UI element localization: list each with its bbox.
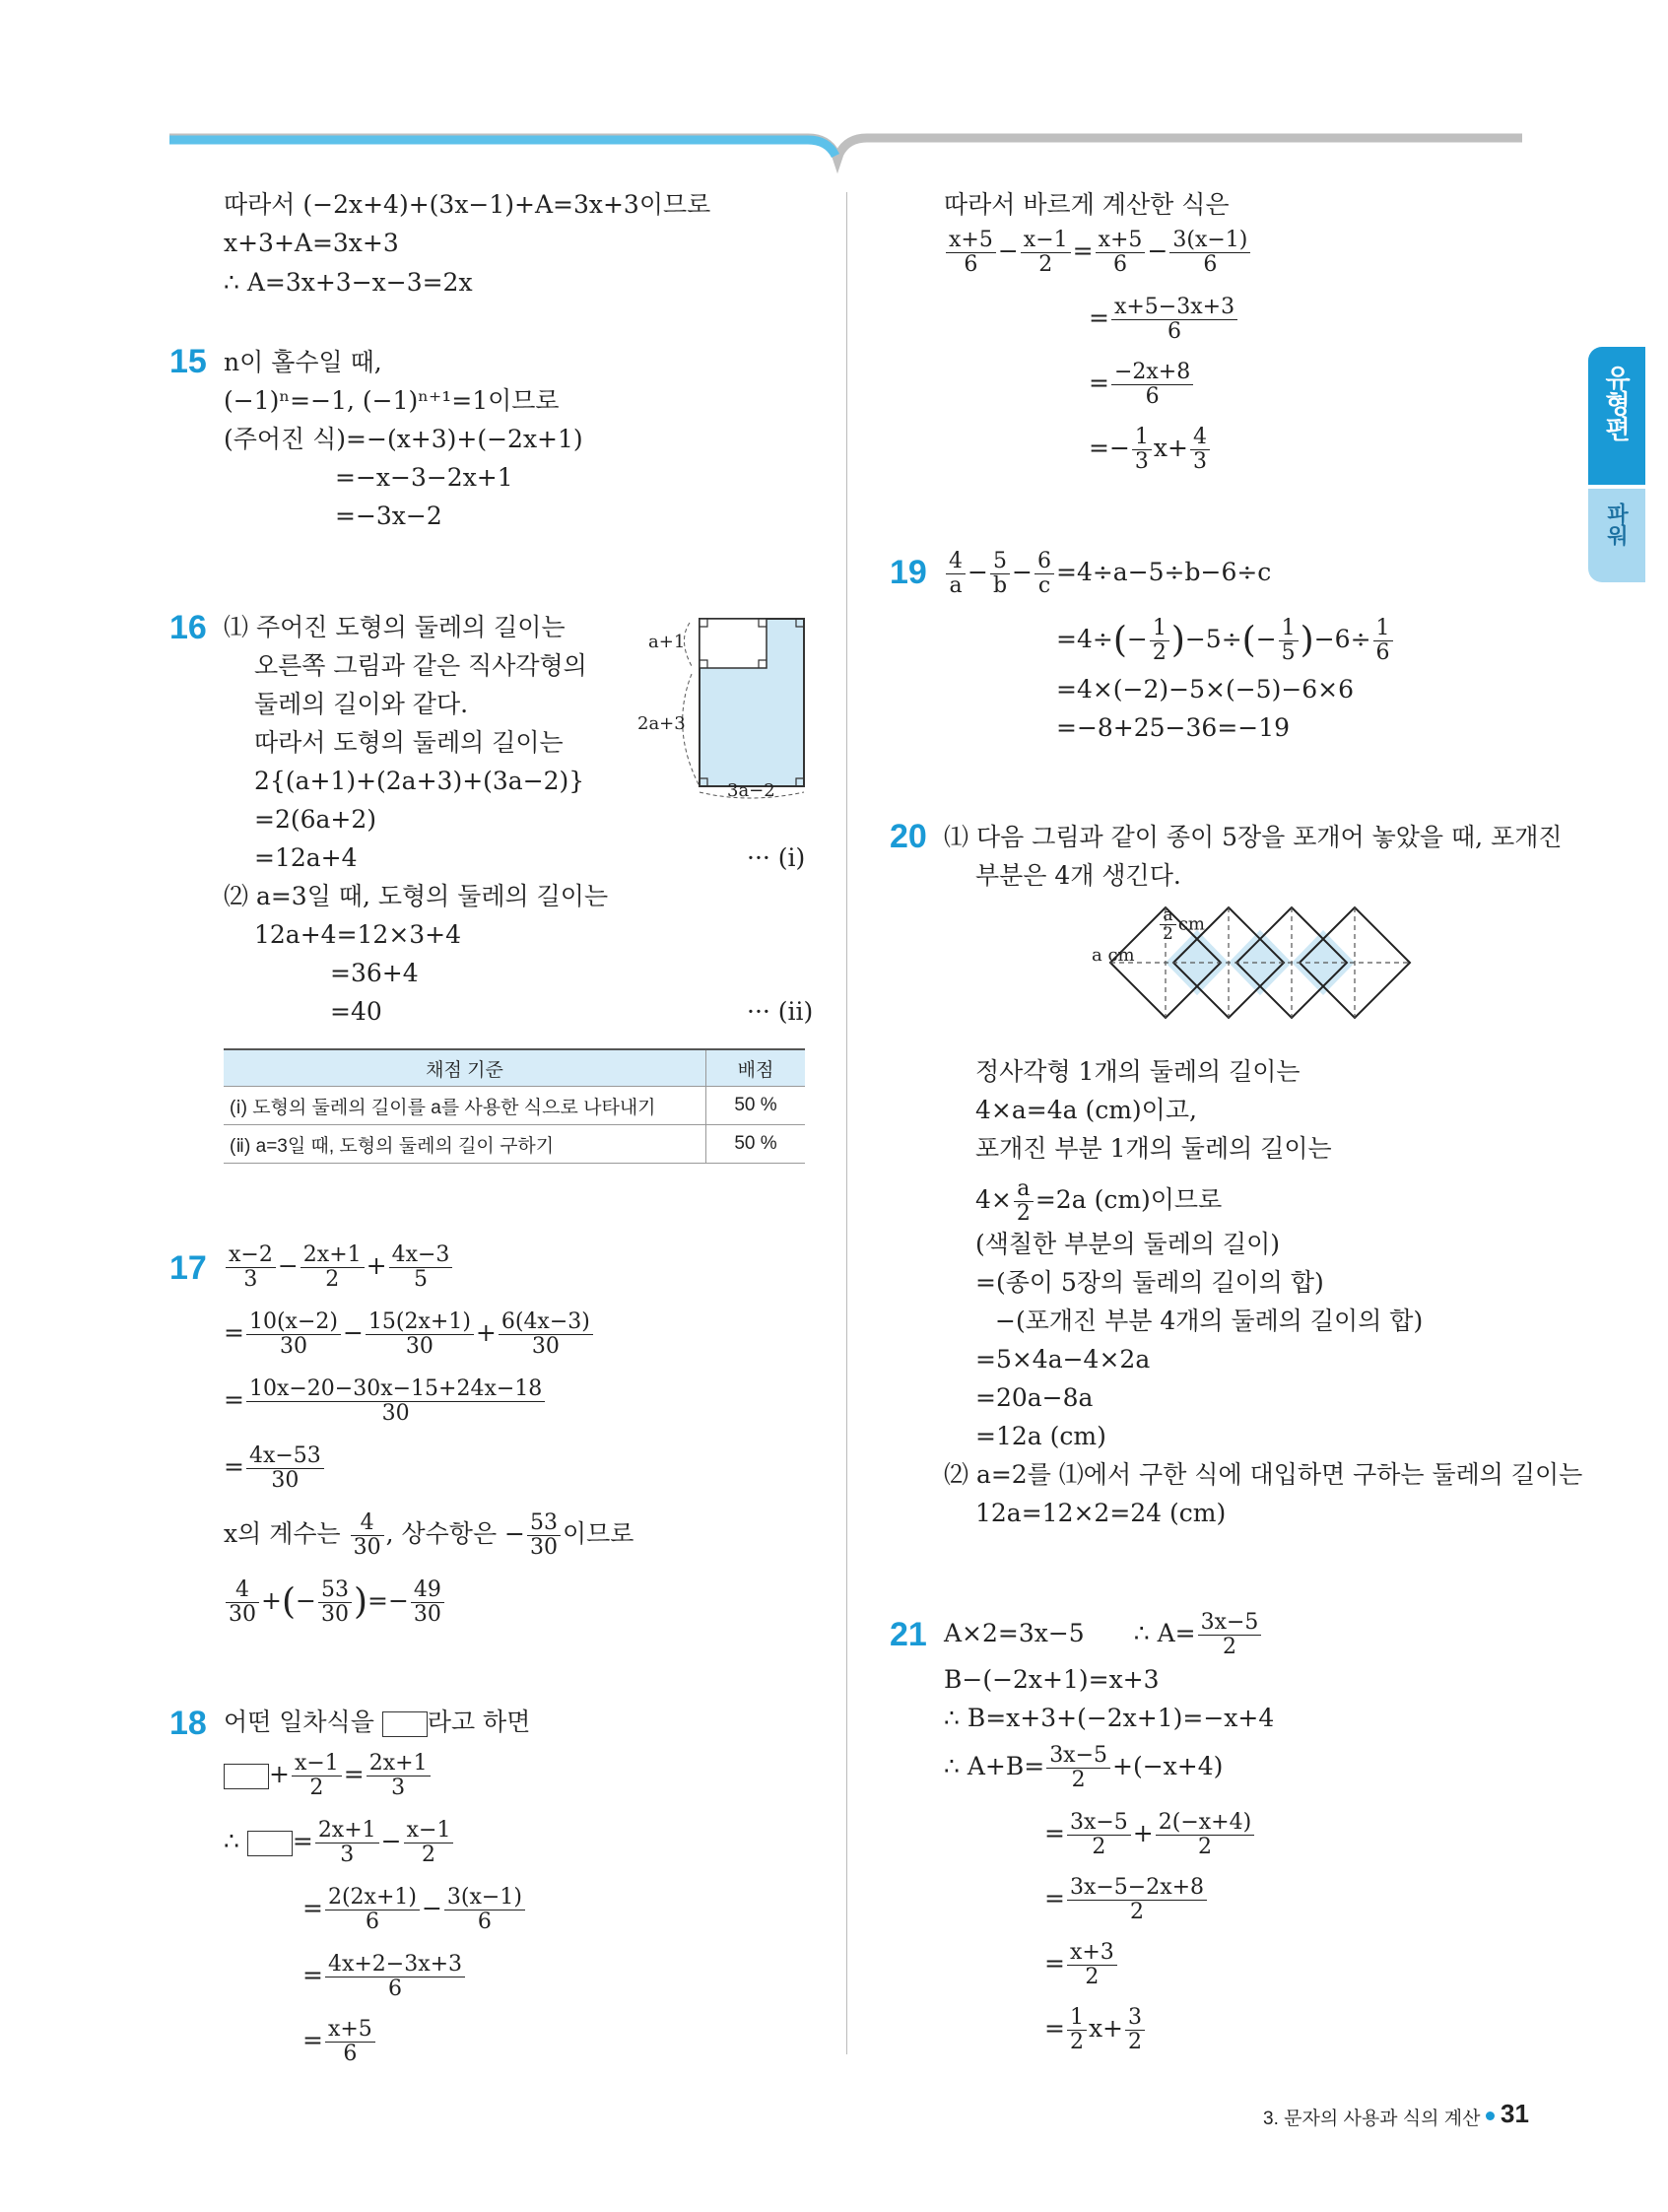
p16-line5: 2{(a+1)+(2a+3)+(3a−2)} [254,767,585,795]
p21-line3: ∴ B=x+3+(−2x+1)=−x+4 [944,1704,1275,1732]
p16-line7: =12a+4 [254,843,358,872]
blank-box [224,1764,269,1789]
p20-line7: (색칠한 부분의 둘레의 길이) [975,1230,1280,1258]
p21-expr8: = $\frac{1}{2}$ x+ $\frac{3}{2}$ [1044,2006,1147,2054]
p17-expr4: = $\frac{4x-53}{30}$ [224,1444,326,1493]
p18b-line1: 따라서 바르게 계산한 식은 [944,190,1230,219]
p16-line3: 둘레의 길이와 같다. [254,690,469,718]
p15-line3: (주어진 식)=−(x+3)+(−2x+1) [224,425,583,453]
side-tab-main-label: 유형편 [1601,365,1632,441]
p21-line4: ∴ A+B= $\frac{3x-5}{2}$ +(−x+4) [944,1743,1224,1792]
p20-line1: ⑴ 다음 그림과 같이 종이 5장을 포개어 놓았을 때, 포개진 [944,823,1563,851]
p16-line10: =36+4 [330,959,419,987]
p18-expr5: = $\frac{x+5}{6}$ [302,2018,377,2066]
p16-line9: 12a+4=12×3+4 [254,920,462,949]
side-tab-main[interactable] [1588,347,1645,485]
problem-17-number: 17 [169,1249,207,1287]
p18-line1: 어떤 일차식을 라고 하면 [224,1708,531,1736]
p19-expr1: $\frac{4}{a}$ − $\frac{5}{b}$ − $\frac{6}{c}$ =4÷a−5÷b−6÷c [944,550,1271,598]
problem-15-number: 15 [169,343,207,380]
p17-expr1: $\frac{x-2}{3}$ − $\frac{2x+1}{2}$ + $\frac{4x-3}{5}$ [224,1243,454,1292]
p18b-expr4: =− $\frac{1}{3}$ x+ $\frac{4}{3}$ [1089,426,1212,474]
p20-line9: −(포개진 부분 4개의 둘레의 길이의 합) [995,1307,1424,1335]
p20-fig-label-top: $\frac{a}{2}$ cm [1158,906,1205,943]
p18b-expr1: $\frac{x+5}{6}$ − $\frac{x-1}{2}$ = $\frac{x+5}{6}$ − $\frac{3(x-1)}{6}$ [944,229,1252,277]
p17-expr3: = $\frac{10x-20-30x-15+24x-18}{30}$ [224,1377,547,1426]
p20-figure [1103,906,1419,1044]
p21-expr5: = $\frac{3x-5}{2}$ + $\frac{2(-x+4)}{2}$ [1044,1811,1256,1859]
p20-line2: 부분은 4개 생긴다. [975,861,1181,890]
page-number: 31 [1501,2099,1529,2128]
column-divider [846,192,847,2054]
problem-16-number: 16 [169,609,207,646]
table-row [224,1087,805,1125]
p20-fig-label-left: a cm [1092,945,1135,966]
p20-line12: =12a (cm) [975,1422,1106,1450]
problem-18-number: 18 [169,1705,207,1742]
p20-line3: 정사각형 1개의 둘레의 길이는 [975,1057,1301,1086]
p18-expr1: + $\frac{x-1}{2}$ = $\frac{2x+1}{3}$ [224,1752,433,1800]
footer-chapter: 3. 문자의 사용과 식의 계산 [1263,2109,1481,2129]
p16-line8: ⑵ a=3일 때, 도형의 둘레의 길이는 [224,882,609,910]
problem-19-number: 19 [890,554,927,591]
p20-line11: =20a−8a [975,1383,1094,1412]
p16-mark1: ··· (ⅰ) [747,843,806,872]
p16-fig-label-bottom: 3a−2 [727,780,775,801]
p15-line5: =−3x−2 [335,502,442,530]
table-cell: (ⅰ) 도형의 둘레의 길이를 a를 사용한 식으로 나타내기 [224,1087,706,1125]
blank-box [247,1831,293,1856]
p21-line2: B−(−2x+1)=x+3 [944,1665,1160,1694]
p16-line4: 따라서 도형의 둘레의 길이는 [254,728,564,757]
p20-line13: ⑵ a=2를 ⑴에서 구한 식에 대입하면 구하는 둘레의 길이는 [944,1460,1583,1489]
header-bar [0,0,1668,177]
p18-expr2: ∴ = $\frac{2x+1}{3}$ − $\frac{x-1}{2}$ [224,1819,455,1867]
p18-expr4: = $\frac{4x+2-3x+3}{6}$ [302,1953,467,2001]
problem-21-number: 21 [890,1616,927,1653]
table-cell: 50 % [706,1087,806,1125]
p19-line4: =−8+25−36=−19 [1056,713,1291,742]
p18b-expr2: = $\frac{x+5-3x+3}{6}$ [1089,296,1239,344]
p15-line1: n이 홀수일 때, [224,348,382,376]
table-row [224,1125,805,1164]
table-cell: 50 % [706,1125,806,1164]
p18b-expr3: = $\frac{-2x+8}{6}$ [1089,361,1195,409]
p16-figure-notch [700,619,767,668]
p14-line1: 따라서 (−2x+4)+(3x−1)+A=3x+3이므로 [224,190,711,219]
p16-mark2: ··· (ⅱ) [747,997,814,1026]
p20-line4: 4×a=4a (cm)이고, [975,1096,1197,1124]
p20-line6: 4× $\frac{a}{2}$ =2a (cm)이므로 [975,1176,1223,1226]
p16-line1: ⑴ 주어진 도형의 둘레의 길이는 [224,613,566,641]
p14-line2: x+3+A=3x+3 [224,229,399,257]
p15-line4: =−x−3−2x+1 [335,463,513,492]
table-cell: (ⅱ) a=3일 때, 도형의 둘레의 길이 구하기 [224,1125,706,1164]
p20-line10: =5×4a−4×2a [975,1345,1151,1374]
p16-line2: 오른쪽 그림과 같은 직사각형의 [254,651,587,680]
side-tab-sub-label: 파워 [1604,503,1630,546]
footer-dot [1486,2111,1495,2120]
p19-expr2: =4÷(− $\frac{1}{2}$ )−5÷(− $\frac{1}{5}$ )−6÷ $\frac{1}{6}$ [1056,617,1395,665]
p17-expr2: = $\frac{10(x-2)}{30}$ − $\frac{15(2x+1)}{30}$ + $\frac{6(4x-3)}{30}$ [224,1310,595,1359]
p16-fig-label-left: 2a+3 [637,713,686,734]
table-header-criteria: 채점 기준 [224,1049,706,1087]
p16-line11: =40 [330,997,382,1026]
p21-line1: A×2=3x−5 ∴ A= $\frac{3x-5}{2}$ [944,1611,1263,1659]
p16-line6: =2(6a+2) [254,805,377,834]
problem-20-number: 20 [890,818,927,855]
p20-line8: =(종이 5장의 둘레의 길이의 합) [975,1268,1324,1297]
p21-expr6: = $\frac{3x-5-2x+8}{2}$ [1044,1876,1209,1924]
p19-line3: =4×(−2)−5×(−5)−6×6 [1056,675,1355,704]
p20-line14: 12a=12×2=24 (cm) [975,1499,1227,1527]
table-header-score: 배점 [706,1049,806,1087]
p18-expr3: = $\frac{2(2x+1)}{6}$ − $\frac{3(x-1)}{6}$ [302,1886,527,1934]
p14-line3: ∴ A=3x+3−x−3=2x [224,268,473,297]
p16-scoring-table [224,1048,805,1164]
p15-line2: (−1)ⁿ=−1, (−1)ⁿ⁺¹=1이므로 [224,386,560,415]
p17-coeff-line: x의 계수는 $\frac{4}{30}$ , 상수항은 − $\frac{53}{30}$ 이므로 [224,1510,634,1560]
blank-box [382,1711,428,1737]
p20-line5: 포개진 부분 1개의 둘레의 길이는 [975,1134,1332,1163]
side-tab-sub[interactable] [1588,489,1645,582]
p21-expr7: = $\frac{x+3}{2}$ [1044,1941,1119,1989]
p16-fig-label-top: a+1 [648,632,686,652]
p17-answer: $\frac{4}{30}$ +(− $\frac{53}{30}$ )=− $\frac{49}{30}$ [224,1578,446,1627]
